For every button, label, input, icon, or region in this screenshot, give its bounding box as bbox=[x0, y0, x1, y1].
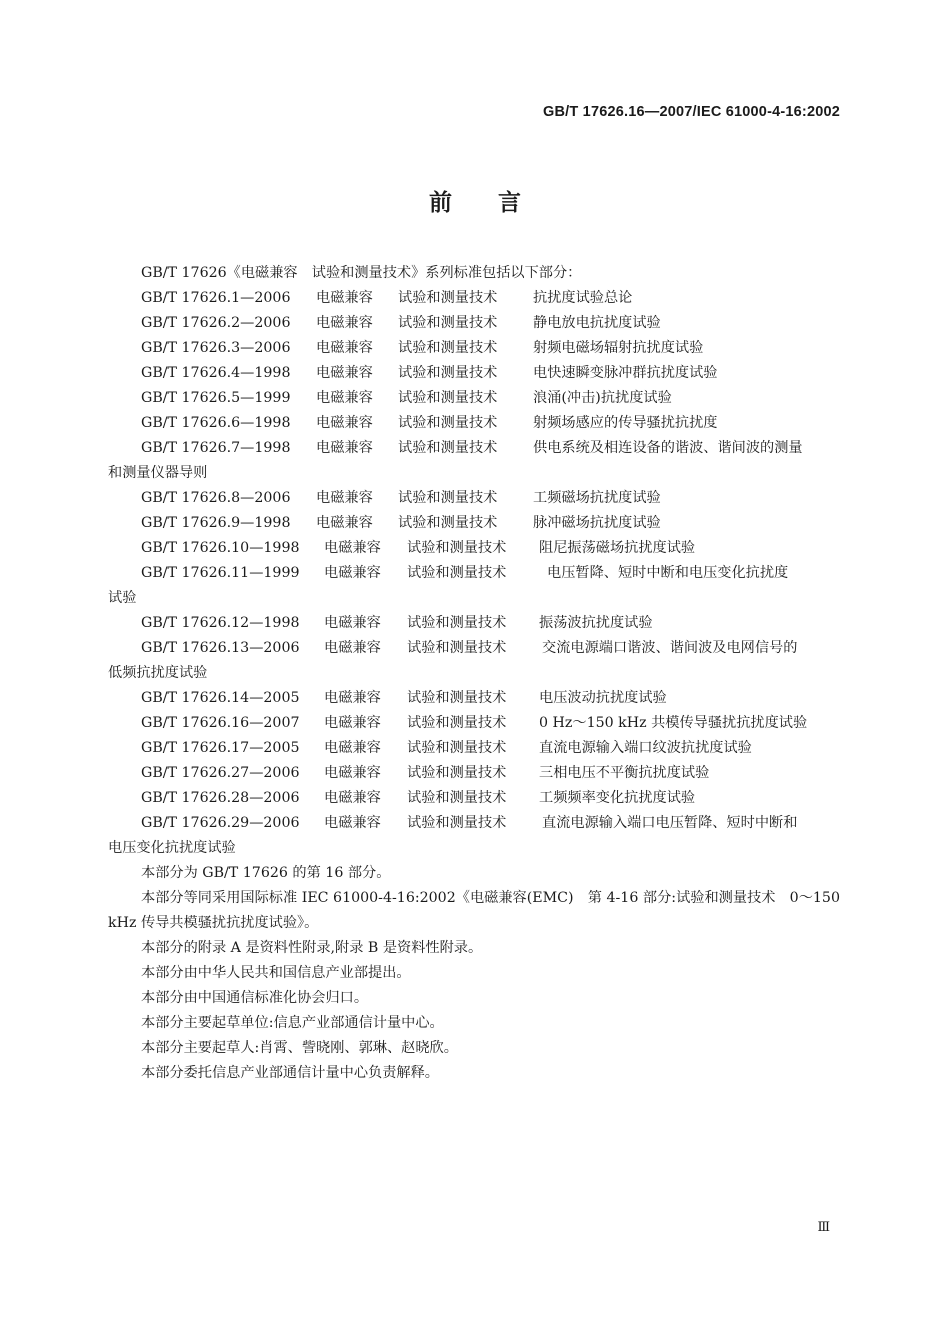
list-item: GB/T 17626.10—1998 电磁兼容 试验和测量技术 阻尼振荡磁场抗扰度试验 bbox=[141, 540, 696, 556]
proposer-paragraph: 本部分由中华人民共和国信息产业部提出。 bbox=[141, 965, 411, 981]
standard-code-header: GB/T 17626.16—2007/IEC 61000-4-16:2002 bbox=[543, 104, 840, 120]
list-item: GB/T 17626.3—2006 电磁兼容 试验和测量技术 射频电磁场辐射抗扰度试验 bbox=[141, 340, 704, 356]
document-body bbox=[108, 261, 840, 1086]
list-item: GB/T 17626.11—1999 电磁兼容 试验和测量技术 电压暂降、短时中断和电压变化抗扰度 试验 bbox=[108, 565, 789, 606]
list-item: GB/T 17626.7—1998 电磁兼容 试验和测量技术 供电系统及相连设备的谐波、谐间波的测量 和测量仪器导则 bbox=[108, 440, 803, 481]
series-list bbox=[108, 286, 840, 861]
page-title: 前言 bbox=[429, 190, 567, 216]
committee-paragraph: 本部分由中国通信标准化协会归口。 bbox=[141, 990, 369, 1006]
list-item: GB/T 17626.2—2006 电磁兼容 试验和测量技术 静电放电抗扰度试验 bbox=[141, 315, 661, 331]
adoption-paragraph: 本部分等同采用国际标准 IEC 61000-4-16:2002《电磁兼容(EMC) 第 4-16 部分:试验和测量技术 0～150 kHz 传导共模骚扰抗扰度试验》。 bbox=[108, 890, 840, 931]
list-item: GB/T 17626.1—2006 电磁兼容 试验和测量技术 抗扰度试验总论 bbox=[141, 290, 633, 306]
list-item: GB/T 17626.17—2005 电磁兼容 试验和测量技术 直流电源输入端口纹波抗扰度试验 bbox=[141, 740, 752, 756]
list-item: GB/T 17626.16—2007 电磁兼容 试验和测量技术 0 Hz～150 kHz 共模传导骚扰抗扰度试验 bbox=[141, 715, 808, 731]
list-item: GB/T 17626.9—1998 电磁兼容 试验和测量技术 脉冲磁场抗扰度试验 bbox=[141, 515, 661, 531]
list-item: GB/T 17626.12—1998 电磁兼容 试验和测量技术 振荡波抗扰度试验 bbox=[141, 615, 653, 631]
list-item: GB/T 17626.14—2005 电磁兼容 试验和测量技术 电压波动抗扰度试验 bbox=[141, 690, 667, 706]
list-item: GB/T 17626.5—1999 电磁兼容 试验和测量技术 浪涌(冲击)抗扰度试验 bbox=[141, 390, 672, 406]
drafters-paragraph: 本部分主要起草人:肖霄、訾晓刚、郭琳、赵晓欣。 bbox=[141, 1040, 458, 1056]
annex-paragraph: 本部分的附录 A 是资料性附录,附录 B 是资料性附录。 bbox=[141, 940, 483, 956]
list-item: GB/T 17626.13—2006 电磁兼容 试验和测量技术 交流电源端口谐波、谐间波及电网信号的 低频抗扰度试验 bbox=[108, 640, 798, 681]
drafting-unit-paragraph: 本部分主要起草单位:信息产业部通信计量中心。 bbox=[141, 1015, 444, 1031]
list-item: GB/T 17626.28—2006 电磁兼容 试验和测量技术 工频频率变化抗扰度试验 bbox=[141, 790, 696, 806]
part-number-paragraph: 本部分为 GB/T 17626 的第 16 部分。 bbox=[141, 865, 391, 881]
interpretation-paragraph: 本部分委托信息产业部通信计量中心负责解释。 bbox=[141, 1065, 439, 1081]
list-item: GB/T 17626.6—1998 电磁兼容 试验和测量技术 射频场感应的传导骚扰抗扰度 bbox=[141, 415, 718, 431]
page-number: Ⅲ bbox=[817, 1220, 830, 1235]
list-item: GB/T 17626.4—1998 电磁兼容 试验和测量技术 电快速瞬变脉冲群抗扰度试验 bbox=[141, 365, 718, 381]
list-item: GB/T 17626.27—2006 电磁兼容 试验和测量技术 三相电压不平衡抗扰度试验 bbox=[141, 765, 710, 781]
list-item: GB/T 17626.29—2006 电磁兼容 试验和测量技术 直流电源输入端口电压暂降、短时中断和 电压变化抗扰度试验 bbox=[108, 815, 798, 856]
list-item: GB/T 17626.8—2006 电磁兼容 试验和测量技术 工频磁场抗扰度试验 bbox=[141, 490, 661, 506]
intro-paragraph: GB/T 17626《电磁兼容 试验和测量技术》系列标准包括以下部分： bbox=[141, 265, 582, 281]
